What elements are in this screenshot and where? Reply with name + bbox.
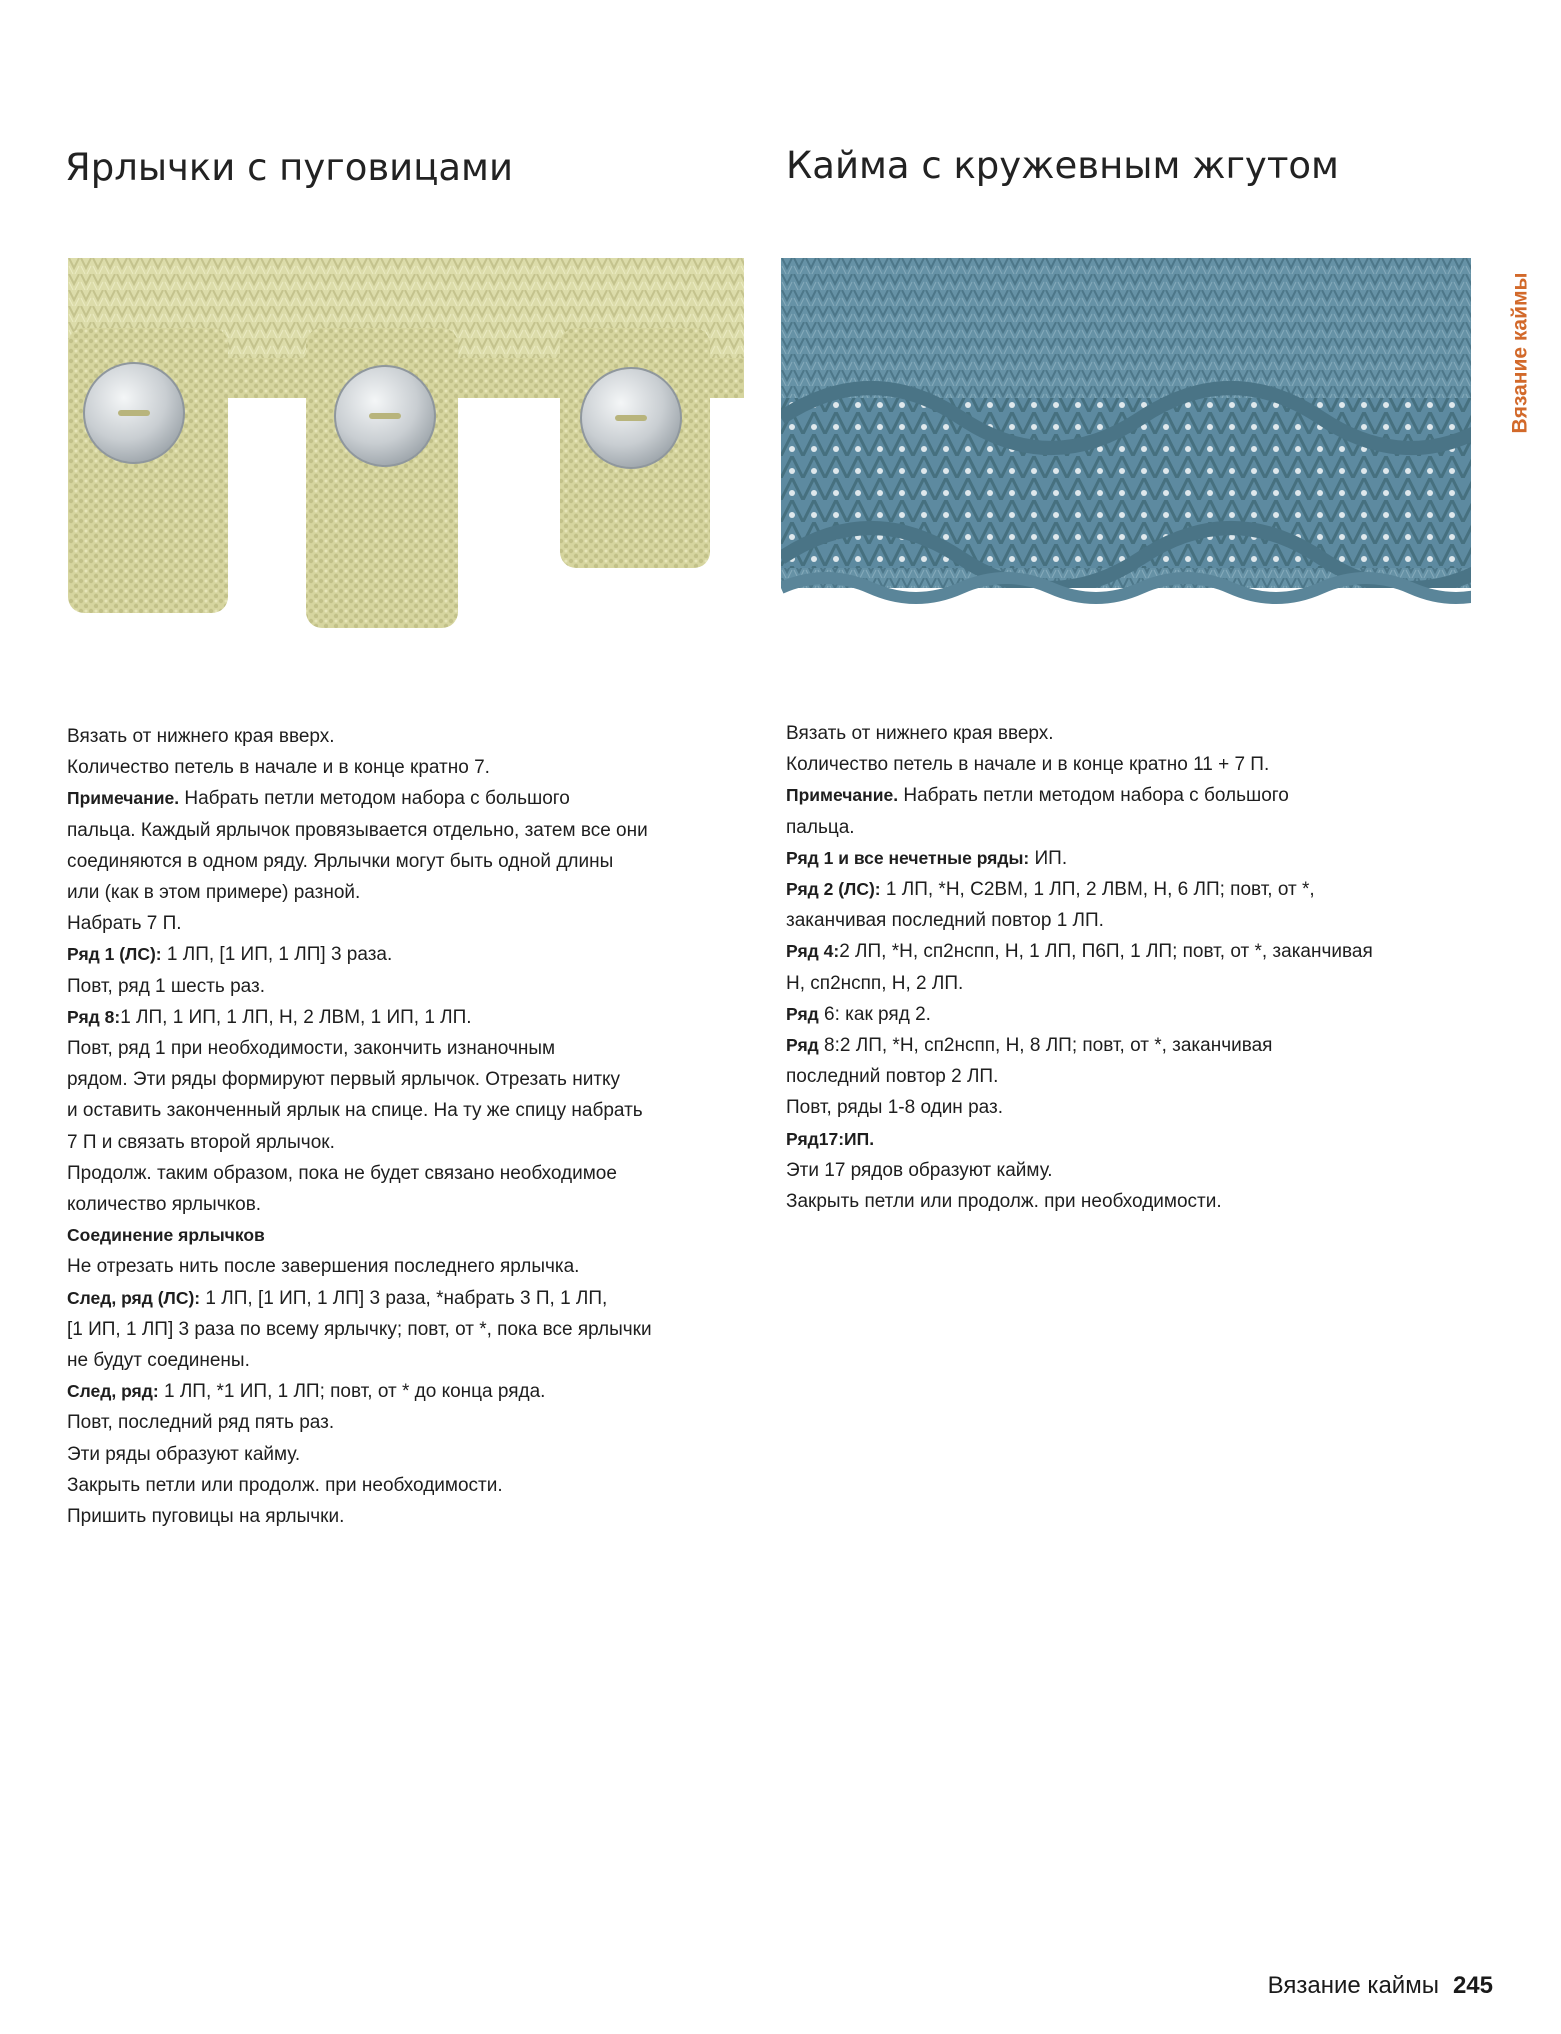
instruction-line-text: Не отрезать нить после завершения последнего ярлычка. — [67, 1256, 580, 1278]
instruction-line-text: Эти 17 рядов образуют кайму. — [786, 1159, 1053, 1181]
instruction-line-text: не будут соединены. — [67, 1350, 250, 1372]
lace-cable-border-knit-photo — [781, 258, 1471, 620]
instruction-line-text: Количество петель в начале и в конце кратно 7. — [67, 757, 490, 779]
instruction-line — [67, 752, 747, 783]
instruction-line-text: 8:2 ЛП, *Н, сп2нспп, Н, 8 ЛП; повт, от *, заканчивая — [818, 1035, 1273, 1057]
instruction-line-text: Количество петель в начале и в конце кратно 11 + 7 П. — [786, 754, 1270, 776]
instruction-line — [786, 843, 1466, 874]
instruction-line-text: [1 ИП, 1 ЛП] 3 раза по всему ярлычку; повт, от *, пока все ярлычки — [67, 1318, 652, 1340]
instruction-line — [67, 1127, 747, 1158]
instruction-line-text: соединяются в одном ряду. Ярлычки могут быть одной длины — [67, 850, 614, 872]
page-number: 245 — [1452, 1972, 1493, 1999]
instruction-line-bold: Ряд 8: — [67, 1006, 121, 1027]
instruction-line — [67, 1283, 747, 1314]
instruction-line — [786, 1155, 1466, 1186]
instruction-line-text: Повт, ряд 1 шесть раз. — [67, 975, 266, 997]
instruction-line — [67, 908, 747, 939]
instruction-line — [67, 1501, 747, 1532]
instruction-line-text: ИП. — [1029, 847, 1068, 869]
section-title-lace-cable-border: Кайма с кружевным жгутом — [786, 144, 1339, 187]
instruction-line — [67, 1439, 747, 1470]
instruction-line — [67, 783, 747, 814]
instruction-line-bold: Ряд 2 (ЛС): — [786, 879, 881, 900]
instruction-line — [67, 1189, 747, 1220]
instruction-line-text: 1 ЛП, [1 ИП, 1 ЛП] 3 раза. — [161, 944, 393, 966]
button-tabs-knit-photo — [68, 258, 744, 646]
instruction-line-text: пальца. Каждый ярлычок провязывается отдельно, затем все они — [67, 819, 648, 841]
instruction-line — [786, 1124, 1466, 1155]
instruction-line-text: или (как в этом примере) разной. — [67, 882, 361, 904]
instruction-line-text: Повт, последний ряд пять раз. — [67, 1412, 335, 1434]
instruction-line-text: Закрыть петли или продолж. при необходимости. — [786, 1191, 1222, 1213]
instruction-line-text: Набрать петли методом набора с большого — [898, 785, 1289, 807]
instruction-line — [67, 721, 747, 752]
instruction-line — [786, 1061, 1466, 1092]
instruction-line-text: Вязать от нижнего края вверх. — [786, 723, 1054, 744]
lace-cable-border-instructions — [786, 718, 1466, 1217]
section-title-button-tabs: Ярлычки с пуговицами — [65, 146, 514, 189]
instruction-line-text: рядом. Эти ряды формируют первый ярлычок. Отрезать нитку — [67, 1069, 621, 1091]
instruction-line-text: 2 ЛП, *Н, сп2нспп, Н, 1 ЛП, П6П, 1 ЛП; повт, от *, заканчивая — [839, 941, 1373, 963]
instruction-line — [67, 1251, 747, 1282]
instruction-line — [67, 1095, 747, 1126]
instruction-line-text: Закрыть петли или продолж. при необходимости. — [67, 1474, 503, 1496]
button-tabs-instructions — [67, 721, 747, 1532]
instruction-line — [67, 1407, 747, 1438]
instruction-line-bold: Ряд 4: — [786, 941, 840, 962]
instruction-line — [786, 749, 1466, 780]
instruction-line-text: Эти ряды образуют кайму. — [67, 1443, 301, 1465]
page-footer — [1268, 1972, 1493, 2000]
instruction-line-bold: Ряд — [786, 1003, 819, 1024]
instruction-line-text: Повт, ряды 1-8 один раз. — [786, 1097, 1003, 1119]
instruction-line — [67, 877, 747, 908]
instruction-line — [786, 874, 1466, 905]
instruction-line — [786, 780, 1466, 811]
instruction-line-text: и оставить законченный ярлык на спице. На ту же спицу набрать — [67, 1100, 643, 1122]
instruction-line-text: 1 ЛП, 1 ИП, 1 ЛП, Н, 2 ЛВМ, 1 ИП, 1 ЛП. — [120, 1006, 472, 1028]
instruction-line-text: количество ярлычков. — [67, 1194, 262, 1216]
instruction-line — [67, 1033, 747, 1064]
instruction-line-bold: Примечание. — [786, 785, 899, 806]
instruction-line-text: Набрать 7 П. — [67, 913, 182, 935]
instruction-line — [786, 718, 1466, 749]
instruction-line-bold: Примечание. — [67, 788, 180, 809]
instruction-line-text: 1 ЛП, *1 ИП, 1 ЛП; повт, от * до конца ряда. — [158, 1381, 546, 1403]
instruction-line — [67, 1158, 747, 1189]
instruction-line — [786, 1186, 1466, 1217]
footer-section-name: Вязание каймы — [1267, 1972, 1439, 1999]
instruction-line-text: последний повтор 2 ЛП. — [786, 1066, 999, 1088]
instruction-line — [67, 1064, 747, 1095]
instruction-line-text: Набрать петли методом набора с большого — [179, 788, 570, 810]
chapter-side-tab — [1505, 258, 1535, 448]
instruction-line-text: Вязать от нижнего края вверх. — [67, 726, 335, 747]
instruction-line-text: пальца. — [786, 816, 855, 838]
instruction-line — [67, 939, 747, 970]
instruction-line — [67, 1345, 747, 1376]
instruction-line-text: Н, сп2нспп, Н, 2 ЛП. — [786, 972, 964, 994]
instruction-line-text: Повт, ряд 1 при необходимости, закончить изнаночным — [67, 1038, 556, 1060]
instruction-line-text: 7 П и связать второй ярлычок. — [67, 1131, 335, 1153]
instruction-line — [67, 1470, 747, 1501]
instruction-line — [786, 1030, 1466, 1061]
instruction-line — [67, 1220, 747, 1251]
instruction-line — [67, 1002, 747, 1033]
instruction-line — [786, 999, 1466, 1030]
instruction-line-bold: Ряд — [786, 1035, 819, 1056]
instruction-line-text: 6: как ряд 2. — [818, 1003, 931, 1025]
instruction-line — [67, 1314, 747, 1345]
instruction-line-text: 1 ЛП, [1 ИП, 1 ЛП] 3 раза, *набрать 3 П, 1 ЛП, — [200, 1287, 608, 1309]
instruction-line-bold: След, ряд: — [67, 1381, 159, 1402]
instruction-line-bold: Соединение ярлычков — [67, 1225, 265, 1246]
instruction-line-text: Продолж. таким образом, пока не будет связано необходимое — [67, 1162, 617, 1184]
instruction-line — [786, 968, 1466, 999]
instruction-line — [786, 905, 1466, 936]
instruction-line-bold: След, ряд (ЛС): — [67, 1287, 201, 1308]
instruction-line — [786, 812, 1466, 843]
instruction-line — [67, 815, 747, 846]
instruction-line-bold: Ряд 1 (ЛС): — [67, 944, 162, 965]
instruction-line-text: Пришить пуговицы на ярлычки. — [67, 1506, 345, 1528]
instruction-line — [67, 971, 747, 1002]
instruction-line-bold: Ряд 1 и все нечетные ряды: — [786, 847, 1030, 868]
instruction-line — [67, 1376, 747, 1407]
instruction-line-text: заканчивая последний повтор 1 ЛП. — [786, 910, 1104, 932]
instruction-line — [786, 936, 1466, 967]
instruction-line — [67, 846, 747, 877]
instruction-line — [786, 1092, 1466, 1123]
instruction-line-text: 1 ЛП, *Н, С2ВМ, 1 ЛП, 2 ЛВМ, Н, 6 ЛП; повт, от *, — [880, 879, 1315, 901]
chapter-side-tab-label: Вязание каймы — [1508, 272, 1531, 434]
instruction-line-bold: Ряд17:ИП. — [786, 1128, 875, 1149]
